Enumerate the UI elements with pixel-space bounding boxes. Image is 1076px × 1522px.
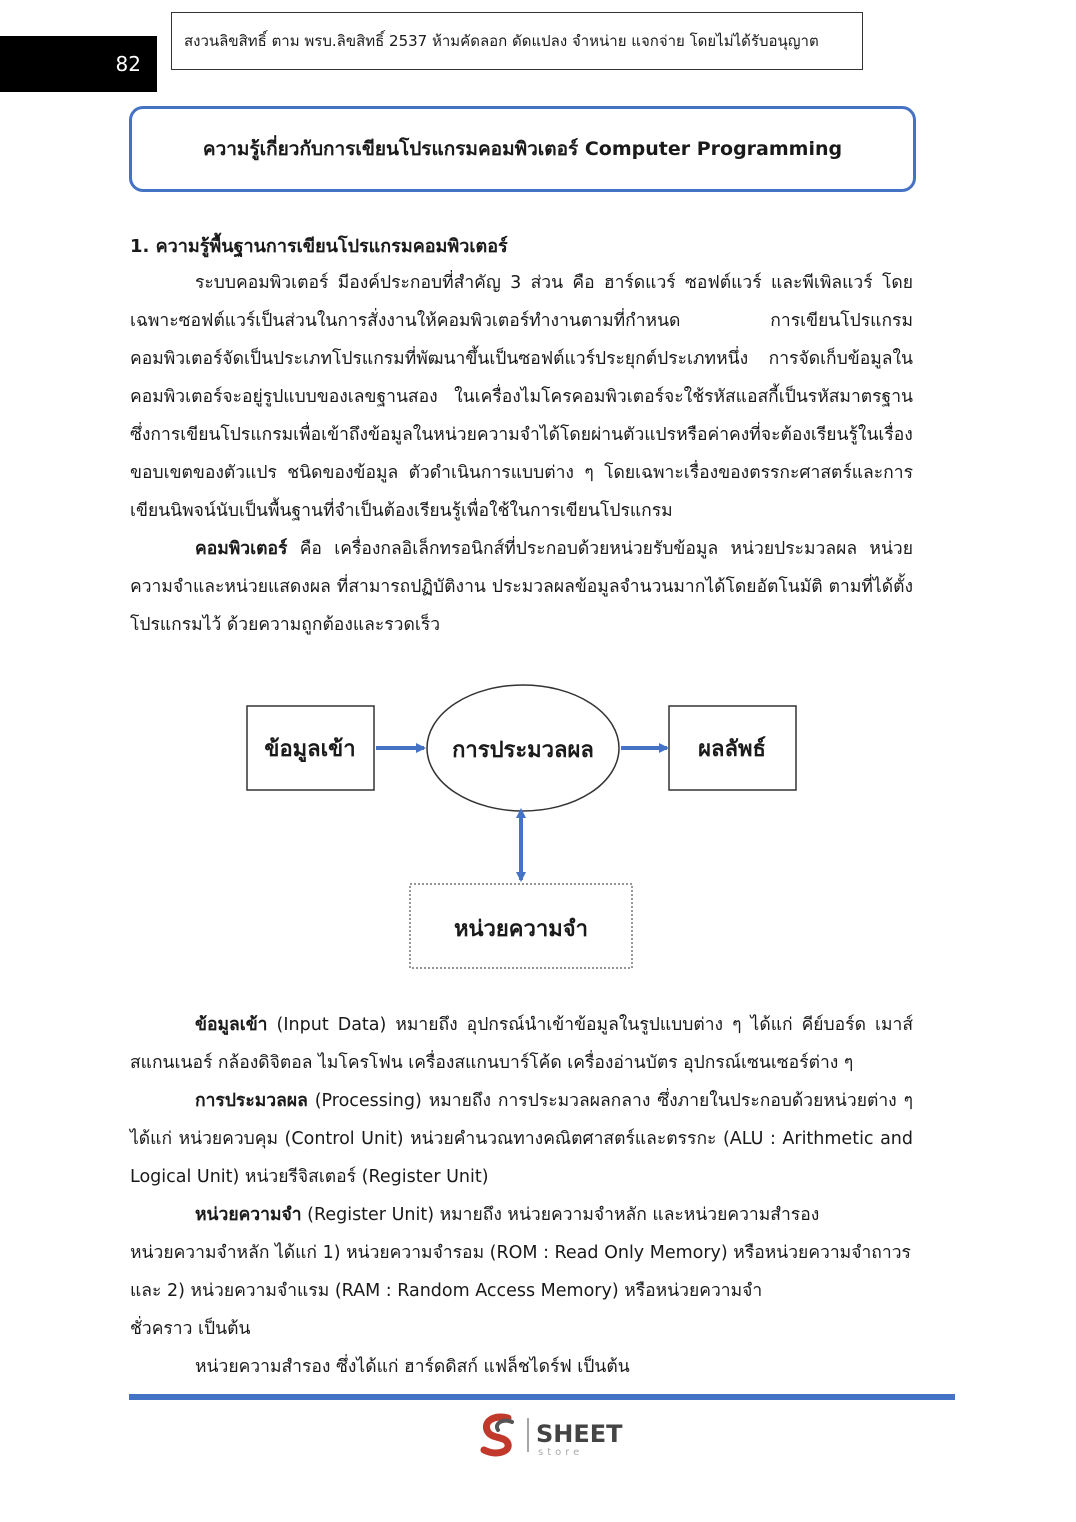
output-label: ผลลัพธ์	[698, 737, 766, 762]
definition-processing	[130, 1082, 913, 1196]
computer-definition-text: คือ เครื่องกลอิเล็กทรอนิกส์ที่ประกอบด้วยหน่วยรับข้อมูล หน่วยประมวลผล หน่วยความจำและหน่วยแสดงผล ที่สามารถปฏิบัติงาน ประมวลผลข้อมูลจำนวนมากได้โดยอัตโนมัติ ตามที่ได้ตั้งโปรแกรมไว้ ด้วยความถูกต้องและรวดเร็ว	[130, 539, 913, 635]
term-computer: คอมพิวเตอร์	[195, 539, 288, 559]
memory-line-2: หน่วยความจำหลัก ได้แก่ 1) หน่วยความจำรอม (ROM : Read Only Memory) หรือหน่วยความจำถาวร	[130, 1243, 911, 1263]
paragraph-computer-system: ระบบคอมพิวเตอร์ มีองค์ประกอบที่สำคัญ 3 ส่วน คือ ฮาร์ดแวร์ ซอฟต์แวร์ และพีเพิลแวร์ โดยเฉพาะซอฟต์แวร์เป็นส่วนในการสั่งงานให้คอมพิวเตอร์ทำงานตามที่กำหนด การเขียนโปรแกรมคอมพิวเตอร์จัดเป็นประเภทโปรแกรมที่พัฒนาขึ้นเป็นซอฟต์แวร์ประยุกต์ประเภทหนึ่ง การจัดเก็บข้อมูลในคอมพิวเตอร์จะอยู่รูปแบบของเลขฐานสอง ในเครื่องไมโครคอมพิวเตอร์จะใช้รหัสแอสกี้เป็นรหัสมาตรฐาน ซึ่งการเขียนโปรแกรมเพื่อเข้าถึงข้อมูลในหน่วยความจำได้โดยผ่านตัวแปรหรือค่าคงที่จะต้องเรียนรู้ในเรื่องขอบเขตของตัวแปร ชนิดของข้อมูล ตัวดำเนินการแบบต่าง ๆ โดยเฉพาะเรื่องของตรรกะศาสตร์และการเขียนนิพจน์นับเป็นพื้นฐานที่จำเป็นต้องเรียนรู้เพื่อใช้ในการเขียนโปรแกรม	[130, 273, 913, 521]
chapter-title-text: ความรู้เกี่ยวกับการเขียนโปรแกรมคอมพิวเตอร์ Computer Programming	[202, 138, 843, 160]
definition-storage: หน่วยความสำรอง ซึ่งได้แก่ ฮาร์ดดิสก์ แฟล็ชไดร์ฟ เป็นต้น	[195, 1357, 630, 1377]
memory-label: หน่วยความจำ	[454, 917, 588, 942]
input-label: ข้อมูลเข้า	[264, 737, 356, 762]
process-label: การประมวลผล	[452, 738, 594, 763]
section-heading: 1. ความรู้พื้นฐานการเขียนโปรแกรมคอมพิวเตอร์	[130, 236, 508, 257]
page-number: 82	[0, 36, 157, 92]
input-definition-text: (Input Data) หมายถึง อุปกรณ์นำเข้าข้อมูลในรูปแบบต่าง ๆ ได้แก่ คีย์บอร์ด เมาส์ สแกนเนอร์ กล้องดิจิตอล ไมโครโฟน เครื่องสแกนบาร์โค้ด เครื่องอ่านบัตร อุปกรณ์เซนเซอร์ต่าง ๆ	[130, 1015, 913, 1073]
memory-line-4: ชั่วคราว เป็นต้น	[130, 1319, 251, 1339]
definition-input	[130, 1006, 913, 1082]
logo-sub-text: store	[538, 1447, 584, 1458]
chapter-title	[129, 106, 916, 192]
memory-line-3: และ 2) หน่วยความจำแรม (RAM : Random Access Memory) หรือหน่วยความจำ	[130, 1281, 763, 1301]
memory-line-1	[130, 1196, 913, 1234]
processing-definition-text: (Processing) หมายถึง การประมวลผลกลาง ซึ่งภายในประกอบด้วยหน่วยต่าง ๆ ได้แก่ หน่วยควบคุม (Control Unit) หน่วยคำนวณทางคณิตศาสตร์และตรรกะ (ALU : Arithmetic and Logical Unit) หน่วยรีจิสเตอร์ (Register Unit)	[130, 1091, 913, 1187]
logo-main-text: SHEET	[536, 1420, 623, 1448]
term-processing: การประมวลผล	[195, 1091, 308, 1111]
term-memory: หน่วยความจำ	[195, 1205, 302, 1225]
term-input: ข้อมูลเข้า	[195, 1015, 268, 1035]
copyright-notice: สงวนลิขสิทธิ์ ตาม พรบ.ลิขสิทธิ์ 2537 ห้ามคัดลอก ดัดแปลง จำหน่าย แจกจ่าย โดยไม่ได้รับอนุญาต	[171, 12, 863, 70]
processing-diagram	[240, 680, 810, 980]
paragraph-computer-definition	[130, 530, 913, 644]
sheet-store-logo	[478, 1412, 628, 1458]
footer-rule	[129, 1394, 955, 1400]
memory-definition-text: (Register Unit) หมายถึง หน่วยความจำหลัก และหน่วยความสำรอง	[301, 1205, 820, 1225]
definition-memory	[130, 1196, 913, 1348]
